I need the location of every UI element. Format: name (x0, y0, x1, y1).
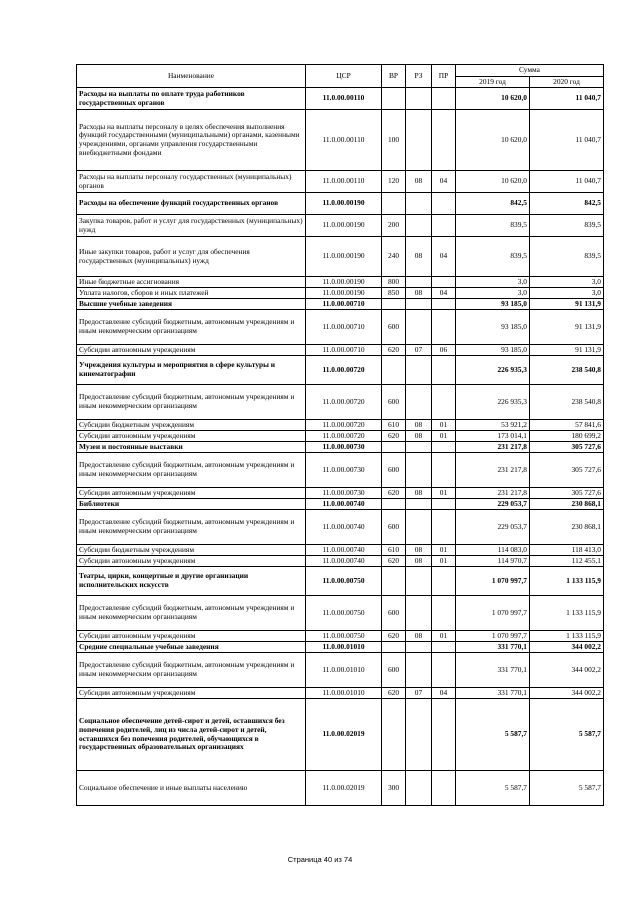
cell-name: Субсидии бюджетным учреждениям (77, 545, 306, 556)
cell-sum-2020: 3,0 (530, 277, 604, 288)
cell-vr (382, 642, 406, 653)
cell-pr: 01 (432, 488, 456, 499)
cell-csr: 11.0.00.01010 (306, 688, 382, 699)
cell-sum-2020: 5 587,7 (530, 771, 604, 806)
cell-rz (406, 771, 432, 806)
table-row (77, 356, 604, 385)
cell-sum-2020: 11 040,7 (530, 110, 604, 171)
cell-sum-2020: 91 131,9 (530, 310, 604, 345)
cell-rz (406, 567, 432, 596)
cell-sum-2020: 112 455,1 (530, 556, 604, 567)
cell-csr: 11.0.00.00110 (306, 88, 382, 110)
cell-sum-2019: 231 217,8 (456, 488, 530, 499)
cell-vr (382, 499, 406, 510)
cell-vr: 610 (382, 420, 406, 431)
cell-pr (432, 510, 456, 545)
cell-vr (382, 193, 406, 215)
cell-csr: 11.0.00.00740 (306, 545, 382, 556)
table-row (77, 171, 604, 193)
cell-pr (432, 642, 456, 653)
cell-vr: 600 (382, 385, 406, 420)
cell-rz (406, 356, 432, 385)
cell-sum-2019: 331 770,1 (456, 688, 530, 699)
cell-name: Уплата налогов, сборов и иных платежей (77, 288, 306, 299)
cell-rz: 08 (406, 237, 432, 277)
cell-csr: 11.0.00.00720 (306, 356, 382, 385)
cell-pr (432, 299, 456, 310)
cell-sum-2020: 839,5 (530, 237, 604, 277)
cell-vr: 300 (382, 771, 406, 806)
table-row (77, 431, 604, 442)
cell-csr: 11.0.00.00710 (306, 345, 382, 356)
cell-sum-2020: 11 040,7 (530, 88, 604, 110)
cell-sum-2020: 3,0 (530, 288, 604, 299)
cell-rz: 08 (406, 631, 432, 642)
cell-vr: 620 (382, 688, 406, 699)
cell-sum-2019: 3,0 (456, 277, 530, 288)
cell-vr: 600 (382, 653, 406, 688)
cell-csr: 11.0.00.00190 (306, 193, 382, 215)
cell-sum-2019: 231 217,8 (456, 442, 530, 453)
cell-vr: 600 (382, 510, 406, 545)
cell-rz: 07 (406, 688, 432, 699)
cell-rz (406, 499, 432, 510)
table-row (77, 567, 604, 596)
table-row (77, 510, 604, 545)
cell-rz: 08 (406, 171, 432, 193)
cell-rz (406, 310, 432, 345)
cell-sum-2020: 344 002,2 (530, 642, 604, 653)
cell-name: Субсидии автономным учреждениям (77, 345, 306, 356)
cell-pr: 04 (432, 688, 456, 699)
cell-csr: 11.0.00.00110 (306, 171, 382, 193)
cell-csr: 11.0.00.00110 (306, 110, 382, 171)
table-row (77, 193, 604, 215)
cell-sum-2020: 305 727,6 (530, 488, 604, 499)
cell-vr: 620 (382, 345, 406, 356)
budget-table-sheet (76, 64, 603, 806)
cell-pr (432, 88, 456, 110)
cell-name: Субсидии бюджетным учреждениям (77, 420, 306, 431)
cell-csr: 11.0.00.00720 (306, 431, 382, 442)
cell-sum-2020: 230 868,1 (530, 499, 604, 510)
cell-pr: 01 (432, 545, 456, 556)
table-row (77, 499, 604, 510)
cell-vr (382, 299, 406, 310)
cell-vr: 850 (382, 288, 406, 299)
cell-rz (406, 110, 432, 171)
cell-name: Иные закупки товаров, работ и услуг для обеспечения государственных (муниципальных) нужд (77, 237, 306, 277)
cell-sum-2019: 173 014,1 (456, 431, 530, 442)
cell-csr: 11.0.00.01010 (306, 653, 382, 688)
cell-sum-2019: 114 083,0 (456, 545, 530, 556)
cell-rz: 08 (406, 556, 432, 567)
cell-csr: 11.0.00.02019 (306, 771, 382, 806)
cell-pr: 06 (432, 345, 456, 356)
cell-rz: 08 (406, 288, 432, 299)
cell-rz (406, 277, 432, 288)
cell-pr (432, 699, 456, 771)
cell-name: Социальное обеспечение детей-сирот и детей, оставшихся без попечения родителей, лиц из числа детей-сирот и детей, оставшихся без попечения родителей, обучающихся в государственных образовательных организациях (77, 699, 306, 771)
cell-csr: 11.0.00.00190 (306, 277, 382, 288)
cell-sum-2020: 839,5 (530, 215, 604, 237)
table-row (77, 545, 604, 556)
table-row (77, 420, 604, 431)
cell-sum-2020: 238 540,8 (530, 385, 604, 420)
cell-csr: 11.0.00.00750 (306, 631, 382, 642)
cell-pr: 01 (432, 631, 456, 642)
cell-name: Расходы на обеспечение функций государственных органов (77, 193, 306, 215)
table-row (77, 488, 604, 499)
cell-csr: 11.0.00.00730 (306, 442, 382, 453)
table-body (77, 88, 604, 806)
cell-sum-2020: 305 727,6 (530, 442, 604, 453)
header-rz: РЗ (406, 65, 432, 88)
cell-sum-2019: 231 217,8 (456, 453, 530, 488)
table-row (77, 688, 604, 699)
cell-name: Средние специальные учебные заведения (77, 642, 306, 653)
cell-sum-2020: 344 002,2 (530, 653, 604, 688)
cell-name: Субсидии автономным учреждениям (77, 431, 306, 442)
page-footer: Страница 40 из 74 (287, 855, 353, 864)
cell-vr: 240 (382, 237, 406, 277)
cell-name: Предоставление субсидий бюджетным, автономным учреждениям и иным некоммерческим организациям (77, 596, 306, 631)
cell-sum-2019: 93 185,0 (456, 299, 530, 310)
cell-vr: 200 (382, 215, 406, 237)
cell-vr: 620 (382, 631, 406, 642)
cell-vr: 620 (382, 556, 406, 567)
cell-pr (432, 356, 456, 385)
cell-vr: 600 (382, 310, 406, 345)
cell-name: Субсидии автономным учреждениям (77, 488, 306, 499)
cell-pr (432, 215, 456, 237)
table-row (77, 237, 604, 277)
cell-csr: 11.0.00.00740 (306, 556, 382, 567)
cell-vr (382, 442, 406, 453)
cell-csr: 11.0.00.01010 (306, 642, 382, 653)
cell-csr: 11.0.00.00190 (306, 215, 382, 237)
table-row (77, 442, 604, 453)
cell-pr (432, 771, 456, 806)
cell-rz (406, 385, 432, 420)
header-pr: ПР (432, 65, 456, 88)
cell-csr: 11.0.00.00740 (306, 499, 382, 510)
cell-sum-2019: 226 935,3 (456, 385, 530, 420)
cell-sum-2019: 1 070 997,7 (456, 631, 530, 642)
cell-name: Учреждения культуры и мероприятия в сфере культуры и кинематографии (77, 356, 306, 385)
cell-name: Иные бюджетные ассигнования (77, 277, 306, 288)
table-row (77, 556, 604, 567)
cell-rz (406, 642, 432, 653)
cell-name: Расходы на выплаты персоналу в целях обеспечения выполнения функций государственными (муниципальными) органами, казенными учреждениями, органами управления государственными внебюджетными фондами (77, 110, 306, 171)
cell-vr: 800 (382, 277, 406, 288)
cell-name: Библиотеки (77, 499, 306, 510)
cell-csr: 11.0.00.00750 (306, 596, 382, 631)
cell-rz (406, 193, 432, 215)
table-row (77, 771, 604, 806)
cell-pr (432, 596, 456, 631)
cell-sum-2020: 230 868,1 (530, 510, 604, 545)
cell-sum-2019: 10 620,0 (456, 88, 530, 110)
cell-sum-2020: 344 002,2 (530, 688, 604, 699)
cell-sum-2019: 10 620,0 (456, 171, 530, 193)
cell-pr (432, 653, 456, 688)
table-row (77, 596, 604, 631)
cell-rz (406, 453, 432, 488)
cell-rz: 07 (406, 345, 432, 356)
table-row (77, 453, 604, 488)
cell-pr: 01 (432, 420, 456, 431)
cell-name: Расходы на выплаты по оплате труда работников государственных органов (77, 88, 306, 110)
table-row (77, 88, 604, 110)
cell-rz (406, 653, 432, 688)
cell-vr (382, 567, 406, 596)
cell-csr: 11.0.00.00730 (306, 453, 382, 488)
table-row (77, 345, 604, 356)
cell-rz (406, 699, 432, 771)
table-row (77, 631, 604, 642)
cell-pr: 01 (432, 556, 456, 567)
cell-csr: 11.0.00.00750 (306, 567, 382, 596)
table-row (77, 385, 604, 420)
cell-sum-2019: 1 070 997,7 (456, 567, 530, 596)
cell-pr (432, 567, 456, 596)
cell-rz: 08 (406, 420, 432, 431)
cell-pr: 04 (432, 237, 456, 277)
cell-sum-2019: 93 185,0 (456, 345, 530, 356)
cell-csr: 11.0.00.00740 (306, 510, 382, 545)
cell-sum-2020: 1 133 115,9 (530, 596, 604, 631)
cell-sum-2019: 839,5 (456, 237, 530, 277)
cell-sum-2019: 229 053,7 (456, 499, 530, 510)
budget-table (76, 64, 604, 806)
table-row (77, 310, 604, 345)
cell-name: Субсидии автономным учреждениям (77, 688, 306, 699)
cell-sum-2019: 93 185,0 (456, 310, 530, 345)
cell-vr (382, 88, 406, 110)
cell-rz (406, 215, 432, 237)
cell-name: Театры, цирки, концертные и другие организации исполнительских искусств (77, 567, 306, 596)
cell-csr: 11.0.00.00730 (306, 488, 382, 499)
cell-sum-2020: 305 727,6 (530, 453, 604, 488)
cell-rz (406, 88, 432, 110)
cell-sum-2020: 238 540,8 (530, 356, 604, 385)
cell-csr: 11.0.00.00190 (306, 237, 382, 277)
cell-sum-2019: 5 587,7 (456, 699, 530, 771)
cell-vr: 100 (382, 110, 406, 171)
cell-csr: 11.0.00.00710 (306, 310, 382, 345)
cell-name: Предоставление субсидий бюджетным, автономным учреждениям и иным некоммерческим организациям (77, 385, 306, 420)
cell-sum-2019: 331 770,1 (456, 653, 530, 688)
cell-sum-2020: 91 131,9 (530, 299, 604, 310)
cell-name: Закупка товаров, работ и услуг для государственных (муниципальных) нужд (77, 215, 306, 237)
cell-csr: 11.0.00.00720 (306, 385, 382, 420)
cell-name: Предоставление субсидий бюджетным, автономным учреждениям и иным некоммерческим организациям (77, 510, 306, 545)
cell-rz: 08 (406, 488, 432, 499)
table-row (77, 642, 604, 653)
cell-rz (406, 442, 432, 453)
table-row (77, 110, 604, 171)
cell-pr (432, 453, 456, 488)
cell-rz (406, 510, 432, 545)
cell-sum-2020: 91 131,9 (530, 345, 604, 356)
table-row (77, 699, 604, 771)
cell-name: Предоставление субсидий бюджетным, автономным учреждениям и иным некоммерческим организациям (77, 453, 306, 488)
cell-sum-2019: 114 970,7 (456, 556, 530, 567)
cell-sum-2019: 10 620,0 (456, 110, 530, 171)
header-name: Наименование (77, 65, 306, 88)
cell-name: Расходы на выплаты персоналу государственных (муниципальных) органов (77, 171, 306, 193)
cell-pr: 04 (432, 288, 456, 299)
table-row (77, 215, 604, 237)
cell-pr: 04 (432, 171, 456, 193)
cell-pr (432, 277, 456, 288)
table-row (77, 299, 604, 310)
cell-name: Предоставление субсидий бюджетным, автономным учреждениям и иным некоммерческим организациям (77, 310, 306, 345)
cell-sum-2020: 180 699,2 (530, 431, 604, 442)
table-row (77, 277, 604, 288)
cell-pr: 01 (432, 431, 456, 442)
cell-vr (382, 356, 406, 385)
cell-name: Музеи и постоянные выставки (77, 442, 306, 453)
header-sum: Сумма (456, 65, 604, 77)
cell-sum-2020: 57 841,6 (530, 420, 604, 431)
cell-sum-2019: 5 587,7 (456, 771, 530, 806)
cell-sum-2020: 1 133 115,9 (530, 631, 604, 642)
cell-pr (432, 385, 456, 420)
cell-name: Предоставление субсидий бюджетным, автономным учреждениям и иным некоммерческим организациям (77, 653, 306, 688)
cell-rz (406, 596, 432, 631)
cell-sum-2020: 118 413,0 (530, 545, 604, 556)
cell-pr (432, 193, 456, 215)
cell-csr: 11.0.00.00190 (306, 288, 382, 299)
table-row (77, 653, 604, 688)
cell-sum-2019: 839,5 (456, 215, 530, 237)
cell-vr: 610 (382, 545, 406, 556)
cell-name: Социальное обеспечение и иные выплаты населению (77, 771, 306, 806)
header-csr: ЦСР (306, 65, 382, 88)
cell-rz (406, 299, 432, 310)
cell-pr (432, 442, 456, 453)
cell-sum-2020: 5 587,7 (530, 699, 604, 771)
cell-rz: 08 (406, 431, 432, 442)
cell-pr (432, 310, 456, 345)
cell-sum-2019: 842,5 (456, 193, 530, 215)
cell-vr (382, 699, 406, 771)
cell-sum-2020: 11 040,7 (530, 171, 604, 193)
cell-sum-2019: 229 053,7 (456, 510, 530, 545)
cell-vr: 600 (382, 453, 406, 488)
cell-vr: 620 (382, 431, 406, 442)
cell-sum-2019: 1 070 997,7 (456, 596, 530, 631)
cell-name: Высшие учебные заведения (77, 299, 306, 310)
cell-csr: 11.0.00.00720 (306, 420, 382, 431)
cell-sum-2019: 331 770,1 (456, 642, 530, 653)
cell-pr (432, 499, 456, 510)
header-year-2020: 2020 год (530, 77, 604, 88)
cell-vr: 120 (382, 171, 406, 193)
header-vr: ВР (382, 65, 406, 88)
cell-sum-2019: 3,0 (456, 288, 530, 299)
cell-csr: 11.0.00.00710 (306, 299, 382, 310)
cell-sum-2019: 226 935,3 (456, 356, 530, 385)
header-year-2019: 2019 год (456, 77, 530, 88)
table-row (77, 288, 604, 299)
cell-rz: 08 (406, 545, 432, 556)
cell-sum-2020: 1 133 115,9 (530, 567, 604, 596)
cell-name: Субсидии автономным учреждениям (77, 631, 306, 642)
cell-vr: 620 (382, 488, 406, 499)
cell-csr: 11.0.00.02019 (306, 699, 382, 771)
cell-sum-2019: 53 921,2 (456, 420, 530, 431)
cell-sum-2020: 842,5 (530, 193, 604, 215)
cell-pr (432, 110, 456, 171)
cell-name: Субсидии автономным учреждениям (77, 556, 306, 567)
cell-vr: 600 (382, 596, 406, 631)
